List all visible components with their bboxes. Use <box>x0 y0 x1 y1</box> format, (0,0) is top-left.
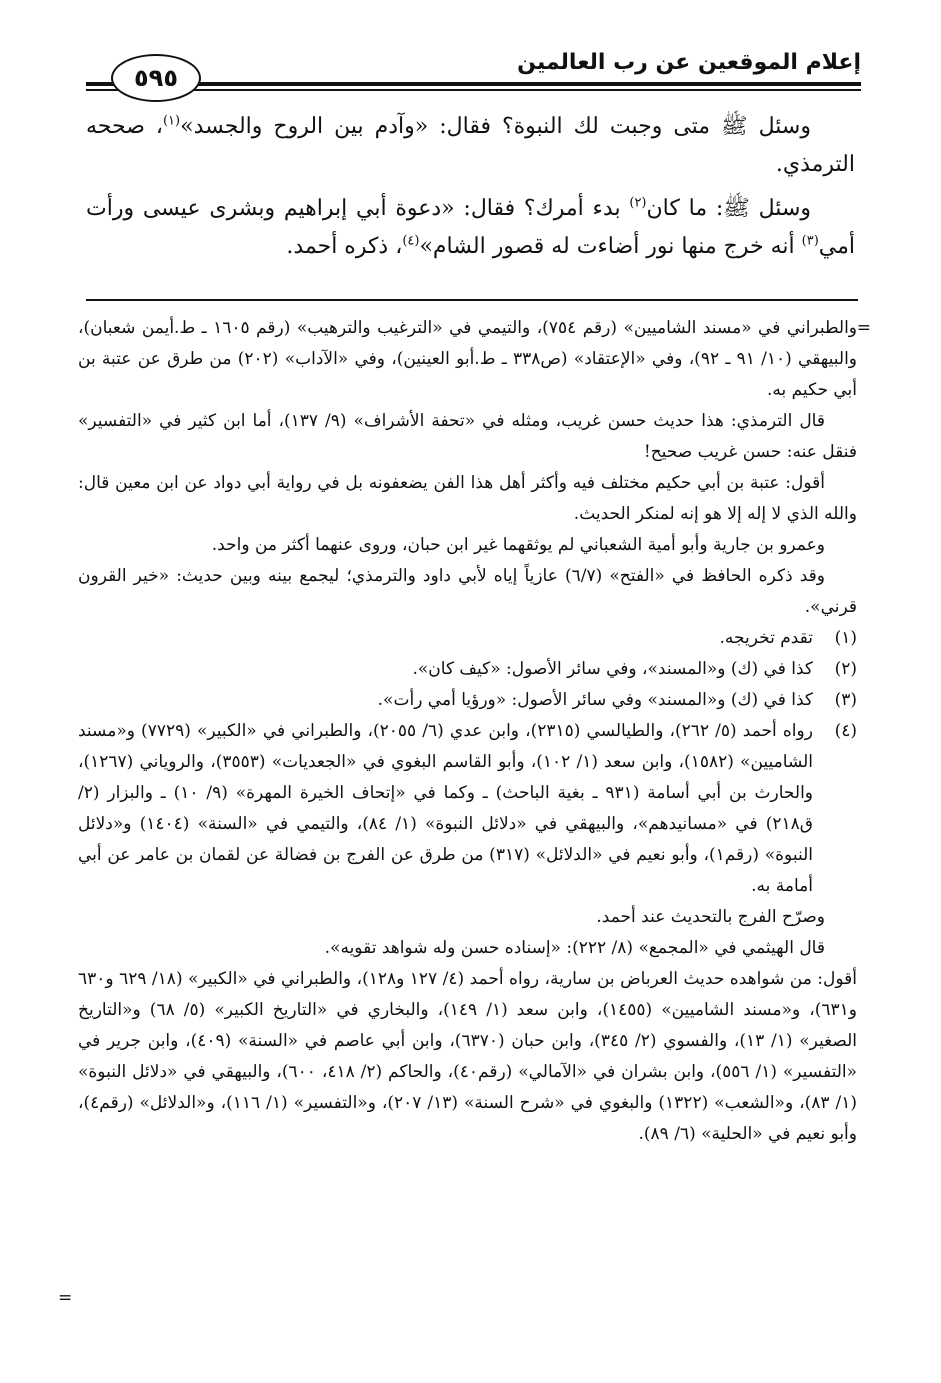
page-number-badge: ٥٩٥ <box>111 54 201 102</box>
footnote-text: كذا في (ك) و«المسند»، وفي سائر الأصول: «كيف كان». <box>412 659 813 679</box>
header-rule-thick <box>86 82 861 86</box>
running-title: إعلام الموقعين عن رب العالمين <box>517 50 861 75</box>
main-text <box>86 108 855 272</box>
page-header <box>86 44 861 96</box>
footnote-after-paragraph: وصرّح الفرج بالتحديث عند أحمد. <box>596 907 825 927</box>
footnote-number: (٤) <box>834 721 857 741</box>
footnote-ref-2[interactable]: (٢) <box>629 195 647 211</box>
continuation-mark-bottom: = <box>58 1288 73 1308</box>
footnote-ref-1[interactable]: (١) <box>162 113 181 129</box>
continuation-mark-top: = <box>856 318 871 338</box>
footnote-after-paragraph: قال الهيثمي في «المجمع» (٨/ ٢٢٢): «إسناده حسن وله شواهد تقويه». <box>324 938 825 958</box>
footnote-number: (٣) <box>834 690 857 710</box>
footnote-continuation-paragraph: قال الترمذي: هذا حديث حسن غريب، ومثله في «تحفة الأشراف» (٩/ ١٣٧)، أما ابن كثير في «التفسير» فنقل عنه: حسن غريب صحيح! <box>78 411 857 462</box>
footnotes <box>78 313 857 1150</box>
footnote-text: كذا في (ك) و«المسند» وفي سائر الأصول: «ورؤيا أمي رأت». <box>377 690 813 710</box>
footnote-ref-4[interactable]: (٤) <box>402 233 420 249</box>
footnote-continuation-paragraph: والطبراني في «مسند الشاميين» (رقم ٧٥٤)، والتيمي في «الترغيب والترهيب» (رقم ١٦٠٥ ـ ط.أيمن شعبان)، والبيهقي (١٠/ ٩١ ـ ٩٢)، وفي «الإعتقاد» (ص٣٣٨ ـ ط.أبو العينين)، وفي «الآداب» (٢٠٢) من طرق عن عتبة بن أبي حكيم به. <box>78 318 858 400</box>
footnote-text: تقدم تخريجه. <box>719 628 813 648</box>
footnote-continuation-paragraph: وعمرو بن جارية وأبو أمية الشعباني لم يوثقهما غير ابن حبان، وروى عنهما أكثر من واحد. <box>211 535 825 555</box>
footnote-number: (٢) <box>834 659 857 679</box>
footnote-continuation-paragraph: أقول: عتبة بن أبي حكيم مختلف فيه وأكثر أهل هذا الفن يضعفونه بل في رواية أبي دواد عن ابن معين قال: والله الذي لا إله إلا هو إنه لمنكر الحديث. <box>78 473 857 524</box>
footnote-text: رواه أحمد (٥/ ٢٦٢)، والطيالسي (٢٣١٥)، وابن عدي (٦/ ٢٠٥٥)، والطبراني في «الكبير» (٧٧٢٩) و«مسند الشاميين» (١٥٨٢)، وابن سعد (١/ ١٠٢)، وأبو القاسم البغوي في «الجعديات» (٣٥٥٣)، والروياني (١٢٦٧)، والحارث بن أبي أسامة (٩٣١ ـ بغية الباحث) ـ وكما في «إتحاف الخيرة المهرة» (٩/ ١٠) ـ والبزار (٢/ ق٢١٨) في «مسانيدهم»، والبيهقي في «دلائل النبوة» (١/ ٨٤)، والتيمي في «السنة» (١٤٠٤) و«دلائل النبوة» (رقم١)، وأبو نعيم في «الدلائل» (٣١٧) من طرق عن الفرج بن فضالة عن لقمان بن عامر عن أبي أمامة به. <box>78 721 814 896</box>
footnote-number: (١) <box>834 628 857 648</box>
footnote-1 <box>78 623 857 654</box>
footnote-ref-3[interactable]: (٣) <box>801 233 819 249</box>
main-paragraph-2: وسئل ﷺ: ما كان$^{(٢)}$ بدء أمرك؟ فقال: «دعوة أبي إبراهيم وبشرى عيسى ورأت أمي$^{(٣)}$ أنه خرج منها نور أضاءت له قصور الشام»$^{(٤)}$، ذكره أحمد. <box>86 195 855 259</box>
footnote-2 <box>78 654 857 685</box>
footnote-3 <box>78 685 857 716</box>
footnote-separator <box>86 299 858 301</box>
header-rule-thin <box>86 89 861 91</box>
main-paragraph-1: وسئل ﷺ متى وجبت لك النبوة؟ فقال: «وآدم بين الروح والجسد»$^{(١)}$، صححه الترمذي. <box>86 113 855 177</box>
footnote-after-paragraph: أقول: من شواهده حديث العرباض بن سارية، رواه أحمد (٤/ ١٢٧ و١٢٨)، والطبراني في «الكبير» (١٨/ ٦٢٩ و٦٣٠ و٦٣١)، و«مسند الشاميين» (١٤٥٥)، وابن سعد (١/ ١٤٩)، والبخاري في «التاريخ الكبير» (٥/ ٦٨) و«التاريخ الصغير» (١/ ١٣)، والفسوي (٢/ ٣٤٥)، وابن حبان (٦٣٧٠)، وابن أبي عاصم في «السنة» (٤٠٩)، وابن جرير في «التفسير» (١/ ٥٥٦)، وابن بشران في «الآمالي» (رقم٤٠)، والحاكم (٢/ ٤١٨، ٦٠٠)، والبيهقي في «دلائل النبوة» (١/ ٨٣)، و«الشعب» (١٣٢٢) والبغوي في «شرح السنة» (١٣/ ٢٠٧)، و«التفسير» (١/ ١١٦)، و«الدلائل» (رقم٤)، وأبو نعيم في «الحلية» (٦/ ٨٩). <box>78 969 858 1144</box>
footnote-4 <box>78 716 857 902</box>
footnote-continuation-paragraph: وقد ذكره الحافظ في «الفتح» (٦/٧) عازياً إياه لأبي داود والترمذي؛ ليجمع بينه وبين حديث: «خير القرون قرني». <box>78 566 857 617</box>
